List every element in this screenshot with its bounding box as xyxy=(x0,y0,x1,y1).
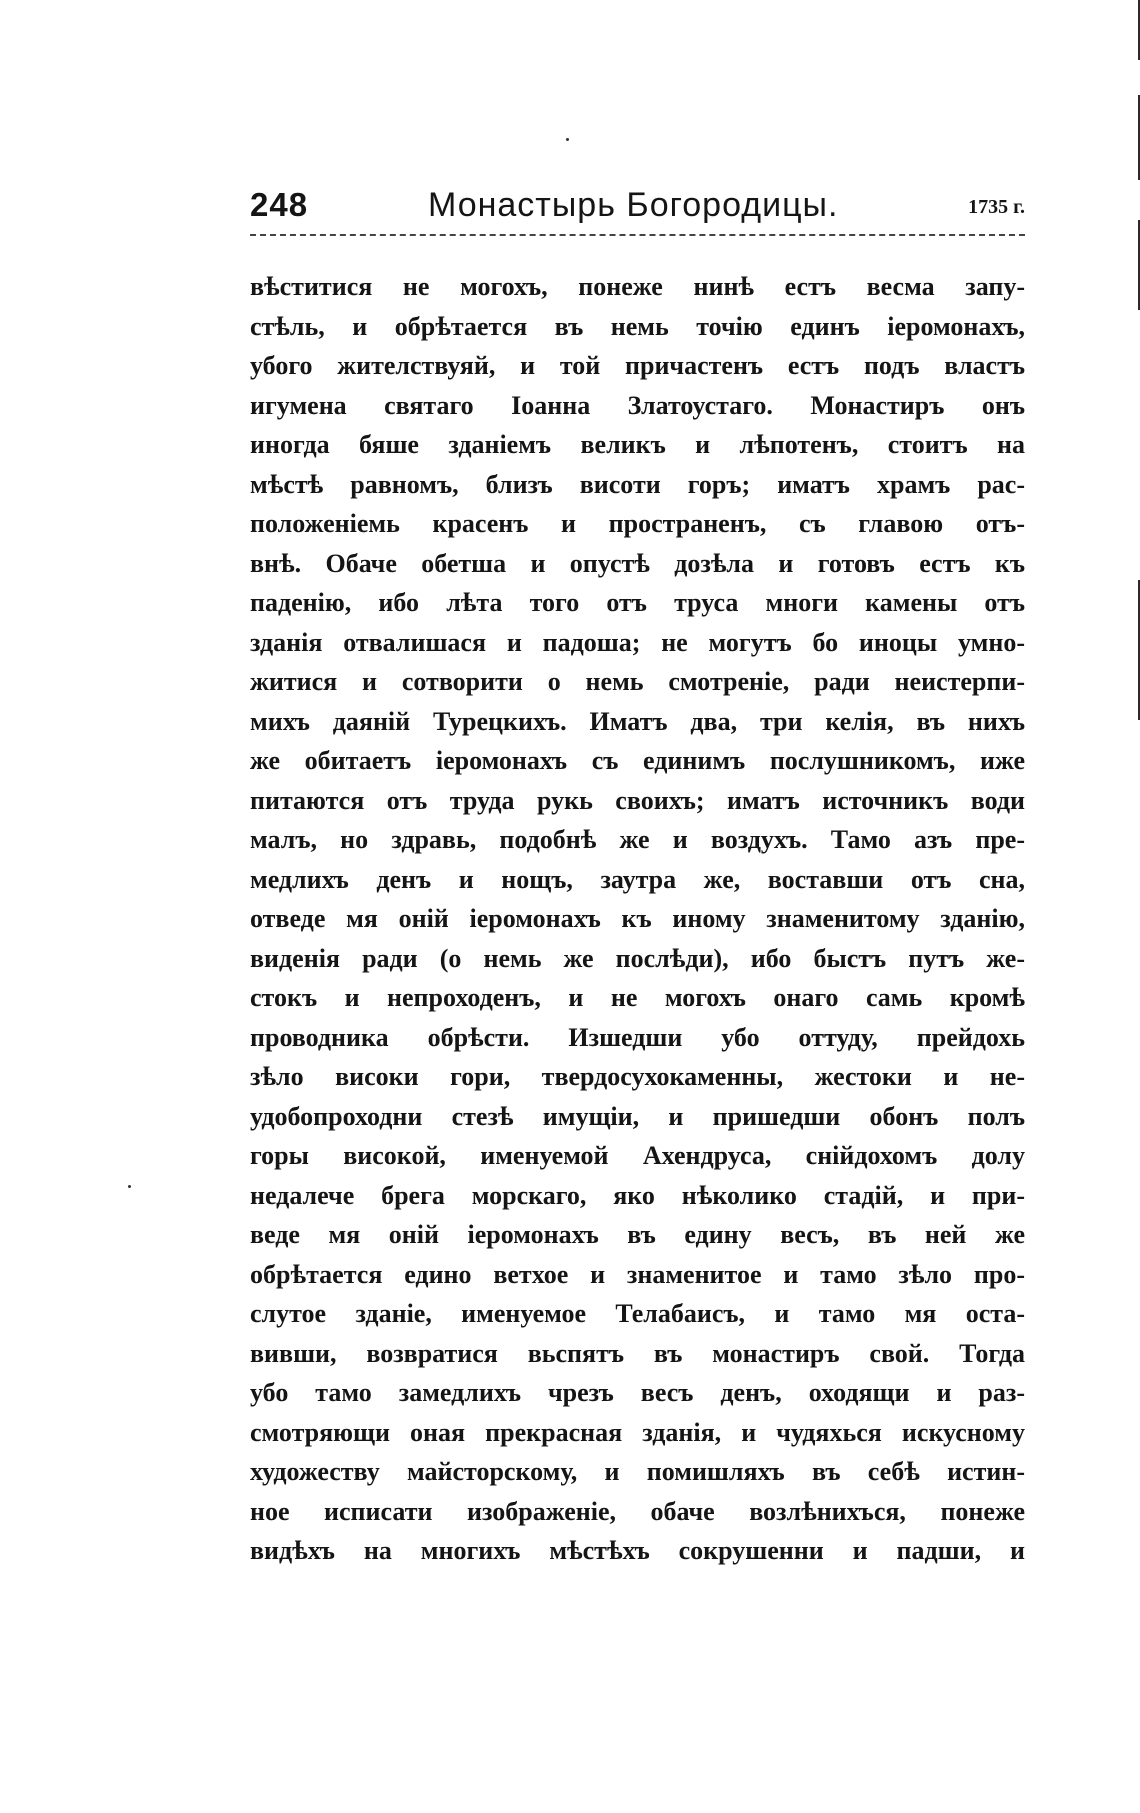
text-line: отведе мя оній іеромонахъ къ иному знаменитому зданію, xyxy=(250,904,1025,933)
text-line: паденію, ибо лѣта того отъ труса многи камены отъ xyxy=(250,588,1025,617)
speck-mark xyxy=(566,138,569,141)
text-line: художеству майсторскому, и помишляхъ въ себѣ истин- xyxy=(250,1457,1025,1486)
text-line: зѣло високи гори, твердосухокаменны, жестоки и не- xyxy=(250,1062,1025,1091)
running-title: Монастырь Богородицы. xyxy=(428,186,839,224)
text-line: стѣль, и обрѣтается въ немь точію единъ іеромонахъ, xyxy=(250,311,1025,341)
header-year: 1735 г. xyxy=(968,196,1025,218)
text-line: положеніемь красенъ и пространенъ, съ главою отъ- xyxy=(250,509,1025,538)
page-number: 248 xyxy=(250,186,309,223)
text-line: вивши, возвратися вьспятъ въ монастиръ свой. Тогда xyxy=(250,1338,1025,1368)
text-line: медлихъ денъ и нощъ, заутра же, воставши отъ сна, xyxy=(250,864,1025,894)
speck-mark xyxy=(128,1185,131,1188)
text-line: убо тамо замедлихъ чрезъ весъ денъ, оходящи и раз- xyxy=(250,1378,1025,1407)
text-line: зданія отвалишася и падоша; не могутъ бо иноцы умно- xyxy=(250,627,1025,657)
text-line: горы високой, именуемой Ахендруса, снійдохомъ долу xyxy=(250,1141,1025,1170)
text-line: видѣхъ на многихъ мѣстѣхъ сокрушенни и падши, и xyxy=(250,1536,1025,1565)
header-rule xyxy=(250,234,1025,236)
text-line: внѣ. Обаче обетша и опустѣ дозѣла и готовъ естъ къ xyxy=(250,548,1025,578)
text-line: стокъ и непроходенъ, и не могохъ онаго самь кромѣ xyxy=(250,983,1025,1012)
text-line: ное исписати изображеніе, обаче возлѣнихъся, понеже xyxy=(250,1496,1025,1526)
text-line: иногда бяше зданіемъ великъ и лѣпотенъ, стоитъ на xyxy=(250,430,1025,459)
text-line: питаются отъ труда рукь своихъ; иматъ источникъ води xyxy=(250,785,1025,815)
text-line: смотряющи оная прекрасная зданія, и чудяхься искусному xyxy=(250,1417,1025,1447)
running-header xyxy=(250,186,1025,234)
text-line: обрѣтается едино ветхое и знаменитое и тамо зѣло про- xyxy=(250,1259,1025,1289)
text-line: игумена святаго Іоанна Златоустаго. Монастиръ онъ xyxy=(250,390,1025,420)
text-line: же обитаетъ іеромонахъ съ единимъ послушникомъ, иже xyxy=(250,746,1025,775)
text-line: удобопроходни стезѣ имущіи, и пришедши обонъ полъ xyxy=(250,1101,1025,1131)
text-line: мѣстѣ равномъ, близъ висоти горъ; иматъ храмъ рас- xyxy=(250,469,1025,499)
text-line: малъ, но здравь, подобнѣ же и воздухъ. Тамо азъ пре- xyxy=(250,825,1025,854)
text-line: виденія ради (о немь же послѣди), ибо быстъ путъ же- xyxy=(250,943,1025,973)
text-line: недалече брега морскаго, яко нѣколико стадій, и при- xyxy=(250,1180,1025,1210)
text-line: михъ даяній Турецкихъ. Иматъ два, три келія, въ нихъ xyxy=(250,706,1025,736)
text-line: веде мя оній іеромонахъ въ едину весъ, въ ней же xyxy=(250,1220,1025,1249)
text-line: житися и сотворити о немь смотреніе, ради неистерпи- xyxy=(250,667,1025,696)
text-line: проводника обрѣсти. Изшедши убо оттуду, прейдохь xyxy=(250,1022,1025,1052)
text-line: вѣститися не могохъ, понеже нинѣ естъ весма запу- xyxy=(250,272,1025,301)
body-text xyxy=(250,267,1025,1571)
text-line: слутое зданіе, именуемое Телабаисъ, и тамо мя оста- xyxy=(250,1299,1025,1328)
text-line: убого жителствуяй, и той причастенъ естъ подъ властъ xyxy=(250,351,1025,380)
